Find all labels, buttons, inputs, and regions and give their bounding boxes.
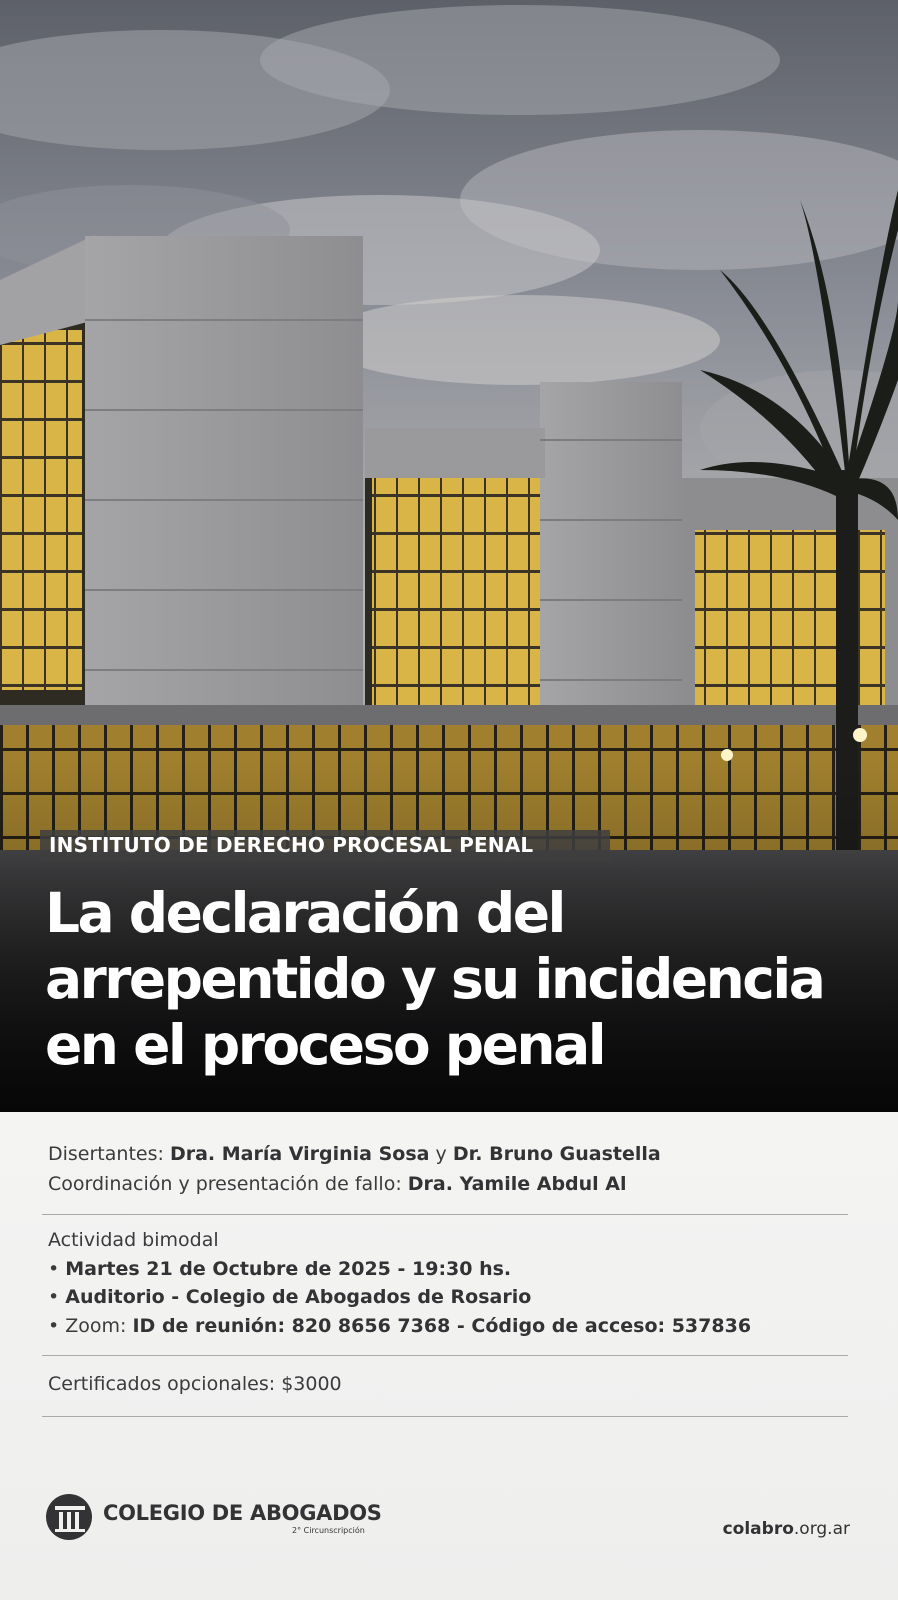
coordination-line [48, 1170, 627, 1198]
institute-label: INSTITUTO DE DERECHO PROCESAL PENAL [40, 830, 610, 861]
divider [42, 1416, 848, 1417]
speaker-name: Dra. María Virginia Sosa [169, 1143, 430, 1165]
activity-venue-line [48, 1283, 531, 1311]
bullet: • [48, 1286, 60, 1308]
website-bold: colabro [722, 1519, 794, 1539]
event-title-line: arrepentido y su incidencia [45, 947, 824, 1011]
activity-venue: Auditorio - Colegio de Abogados de Rosario [65, 1286, 532, 1308]
activity-zoom-line [48, 1312, 751, 1340]
speakers-conjunction: y [429, 1143, 453, 1165]
event-title-line: en el proceso penal [45, 1013, 605, 1077]
logo-name: COLEGIO DE ABOGADOS [103, 1501, 382, 1525]
zoom-details: ID de reunión: 820 8656 7368 - Código de acceso: 537836 [132, 1315, 752, 1337]
activity-date: Martes 21 de Octubre de 2025 - 19:30 hs. [65, 1258, 512, 1280]
website-link[interactable] [723, 1519, 850, 1539]
activity-date-line [48, 1255, 511, 1283]
speakers-label: Disertantes: [48, 1143, 170, 1165]
certificates-line: Certificados opcionales: $3000 [48, 1373, 342, 1395]
coordination-label: Coordinación y presentación de fallo: [48, 1173, 408, 1195]
coordinator-name: Dra. Yamile Abdul Al [407, 1173, 627, 1195]
speaker-name: Dr. Bruno Guastella [452, 1143, 661, 1165]
event-title [45, 880, 895, 1078]
divider [42, 1355, 848, 1356]
logo-subtitle: 2° Circunscripción [292, 1526, 365, 1535]
colegio-logo [45, 1493, 405, 1541]
bullet: • [48, 1258, 60, 1280]
columns-icon [45, 1493, 93, 1541]
activity-mode: Actividad bimodal [48, 1229, 219, 1251]
website-domain: .org.ar [793, 1519, 850, 1539]
bullet: • [48, 1315, 60, 1337]
speakers-line [48, 1140, 661, 1168]
zoom-label: Zoom: [65, 1315, 133, 1337]
divider [42, 1214, 848, 1215]
event-title-line: La declaración del [45, 881, 564, 945]
